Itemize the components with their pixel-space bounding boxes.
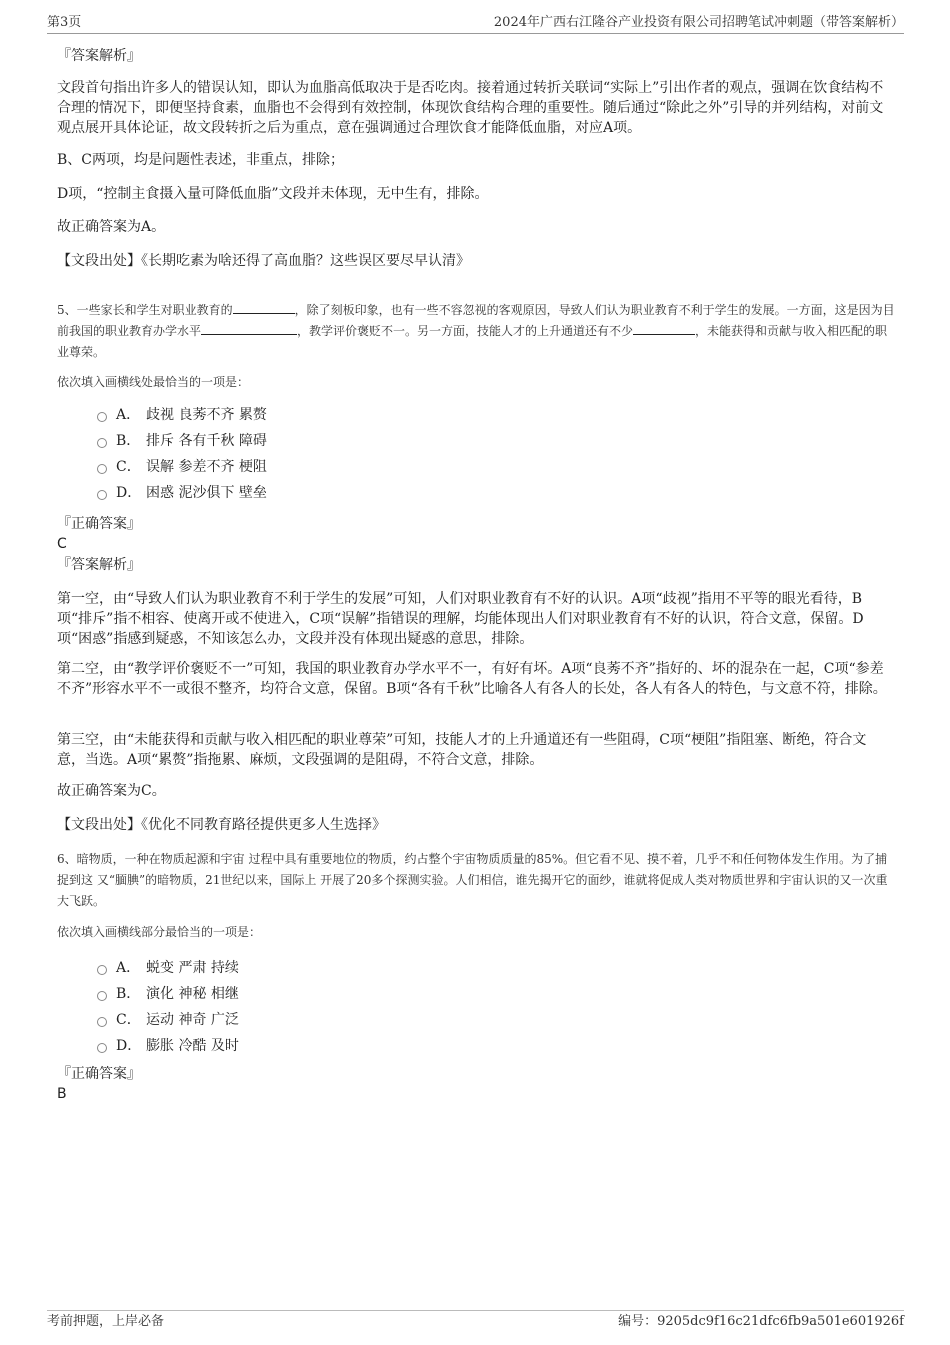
analysis-paragraph: 第二空，由“教学评价褒贬不一”可知，我国的职业教育办学水平不一，有好有坏。A项“良莠不齐”指好的、坏的混杂在一起，C项“参差不齐”形容水平不一或很不整齐，均符合文意，保留。B项“各有千秋”比喻各人有各人的长处，各人有各人的特色，与文意不符，排除。 bbox=[57, 661, 887, 697]
q5-prompt bbox=[57, 372, 249, 393]
analysis-label: 『答案解析』 bbox=[57, 48, 141, 64]
radio-icon[interactable] bbox=[97, 1017, 107, 1027]
radio-icon[interactable] bbox=[97, 490, 107, 500]
option-text: 困惑 泥沙俱下 壁垒 bbox=[146, 485, 267, 501]
q5-source bbox=[57, 815, 386, 835]
analysis-paragraph: 第一空，由“导致人们认为职业教育不利于学生的发展”可知，人们对职业教育有不好的认识。A项“歧视”指用不平等的眼光看待，B项“排斥”指不相容、使离开或不使进入，C项“误解”指错误的理解，均能体现出人们对职业教育有不好的认识，符合文意，保留。D项“困惑”指感到疑惑，不知该怎么办，文段并没有体现出疑惑的意思，排除。 bbox=[57, 591, 864, 647]
q5-conclusion bbox=[57, 781, 166, 801]
stem-part: 5、一些家长和学生对职业教育的 bbox=[57, 303, 233, 317]
option-b[interactable] bbox=[97, 981, 657, 1007]
correct-answer: C bbox=[57, 536, 67, 552]
page-header bbox=[47, 14, 904, 32]
page-number: 第3页 bbox=[47, 15, 82, 30]
option-letter: B． bbox=[116, 433, 141, 449]
option-letter: A． bbox=[116, 960, 141, 976]
q6-correct-label bbox=[57, 1064, 141, 1084]
q5-options bbox=[57, 402, 657, 506]
question-prompt: 依次填入画横线部分最恰当的一项是： bbox=[57, 925, 262, 939]
analysis-paragraph: 第三空，由“未能获得和贡献与收入相匹配的职业尊荣”可知，技能人才的上升通道还有一些阻碍，C项“梗阻”指阻塞、断绝，符合文意，当选。A项“累赘”指拖累、麻烦，文段强调的是阻碍，不符合文意，排除。 bbox=[57, 732, 867, 768]
q4-analysis-p3 bbox=[57, 184, 887, 204]
source-citation: 【文段出处】《优化不同教育路径提供更多人生选择》 bbox=[57, 817, 386, 833]
option-text: 蜕变 严肃 持续 bbox=[146, 960, 239, 976]
radio-icon[interactable] bbox=[97, 438, 107, 448]
q4-conclusion bbox=[57, 217, 887, 237]
footer-slogan: 考前押题，上岸必备 bbox=[47, 1314, 165, 1329]
fill-blank bbox=[201, 322, 297, 335]
q5-analysis-p2 bbox=[57, 659, 887, 699]
option-b[interactable] bbox=[97, 428, 657, 454]
question-6 bbox=[57, 849, 895, 912]
analysis-paragraph: D项，“控制主食摄入量可降低血脂”文段并未体现，无中生有，排除。 bbox=[57, 186, 489, 202]
option-c[interactable] bbox=[97, 1007, 657, 1033]
option-letter: D． bbox=[116, 1038, 142, 1054]
page-footer bbox=[47, 1313, 904, 1331]
q4-analysis-p2 bbox=[57, 150, 887, 170]
fill-blank bbox=[233, 301, 295, 314]
correct-answer-label: 『正确答案』 bbox=[57, 1066, 141, 1082]
q6-correct bbox=[57, 1085, 67, 1103]
option-text: 排斥 各有千秋 障碍 bbox=[146, 433, 267, 449]
radio-icon[interactable] bbox=[97, 412, 107, 422]
source-citation: 【文段出处】《长期吃素为啥还得了高血脂？这些误区要尽早认清》 bbox=[57, 253, 470, 269]
option-a[interactable] bbox=[97, 402, 657, 428]
q6-prompt bbox=[57, 922, 261, 943]
radio-icon[interactable] bbox=[97, 965, 107, 975]
stem-part: ，教学评价褒贬不一。另一方面，技能人才的上升通道还有不少 bbox=[297, 324, 634, 338]
option-letter: C． bbox=[116, 1012, 141, 1028]
conclusion-text: 故正确答案为C。 bbox=[57, 783, 166, 799]
option-letter: B． bbox=[116, 986, 141, 1002]
question-5 bbox=[57, 300, 895, 363]
analysis-label: 『答案解析』 bbox=[57, 557, 141, 573]
q4-source bbox=[57, 251, 887, 271]
option-letter: C． bbox=[116, 459, 141, 475]
option-text: 演化 神秘 相继 bbox=[146, 986, 239, 1002]
question-stem: 6、暗物质，一种在物质起源和宇宙 过程中具有重要地位的物质，约占整个宇宙物质质量的85%。但它看不见、摸不着，几乎不和任何物体发生作用。为了捕捉到这 又“腼腆”的暗物质，21世纪以来，国际上 开展了20多个探测实验。人们相信，谁先揭开它的面纱，谁就将促成人类对物质世界和宇宙认识的又一次重大飞跃。 bbox=[57, 852, 888, 908]
document-title: 2024年广西右江隆谷产业投资有限公司招聘笔试冲刺题（带答案解析） bbox=[493, 15, 904, 30]
footer-divider bbox=[47, 1310, 904, 1311]
question-stem bbox=[57, 300, 895, 363]
q5-correct bbox=[57, 535, 67, 553]
q5-analysis-p1 bbox=[57, 589, 887, 649]
analysis-paragraph: B、C两项，均是问题性表述，非重点，排除； bbox=[57, 152, 344, 168]
radio-icon[interactable] bbox=[97, 1043, 107, 1053]
stem-part: ，除了刻板印象，也有一些不容忽视的客观原因，导致人们认为职业教育不利于学生的发展。一方面，这是因为目前我国的职业教育办学水平 bbox=[57, 303, 895, 338]
option-letter: A． bbox=[116, 407, 141, 423]
option-text: 歧视 良莠不齐 累赘 bbox=[146, 407, 267, 423]
option-d[interactable] bbox=[97, 1033, 657, 1059]
option-letter: D． bbox=[116, 485, 142, 501]
document-code: 编号：9205dc9f16c21dfc6fb9a501e601926f bbox=[618, 1314, 904, 1329]
q5-correct-label bbox=[57, 514, 141, 534]
q5-analysis-label bbox=[57, 555, 141, 575]
q5-analysis-p3 bbox=[57, 730, 887, 770]
question-prompt: 依次填入画横线处最恰当的一项是： bbox=[57, 375, 250, 389]
q4-analysis-p1 bbox=[57, 78, 887, 138]
option-d[interactable] bbox=[97, 480, 657, 506]
radio-icon[interactable] bbox=[97, 464, 107, 474]
q6-options bbox=[57, 955, 657, 1059]
option-text: 误解 参差不齐 梗阻 bbox=[146, 459, 267, 475]
option-a[interactable] bbox=[97, 955, 657, 981]
analysis-paragraph: 文段首句指出许多人的错误认知，即认为血脂高低取决于是否吃肉。接着通过转折关联词“实际上”引出作者的观点，强调在饮食结构不合理的情况下，即便坚持食素，血脂也不会得到有效控制，体现饮食结构合理的重要性。随后通过“除此之外”引导的并列结构，对前文观点展开具体论证，故文段转折之后为重点，意在强调通过合理饮食才能降低血脂，对应A项。 bbox=[57, 80, 884, 136]
option-c[interactable] bbox=[97, 454, 657, 480]
q4-analysis-section bbox=[57, 46, 897, 66]
correct-answer-label: 『正确答案』 bbox=[57, 516, 141, 532]
option-text: 膨胀 冷酷 及时 bbox=[146, 1038, 239, 1054]
option-text: 运动 神奇 广泛 bbox=[146, 1012, 239, 1028]
conclusion-text: 故正确答案为A。 bbox=[57, 219, 166, 235]
stem-part: ，未能获得和贡献与收入相匹配的职业尊荣。 bbox=[57, 324, 888, 359]
header-divider bbox=[47, 33, 904, 34]
fill-blank bbox=[633, 322, 695, 335]
radio-icon[interactable] bbox=[97, 991, 107, 1001]
correct-answer: B bbox=[57, 1086, 67, 1102]
